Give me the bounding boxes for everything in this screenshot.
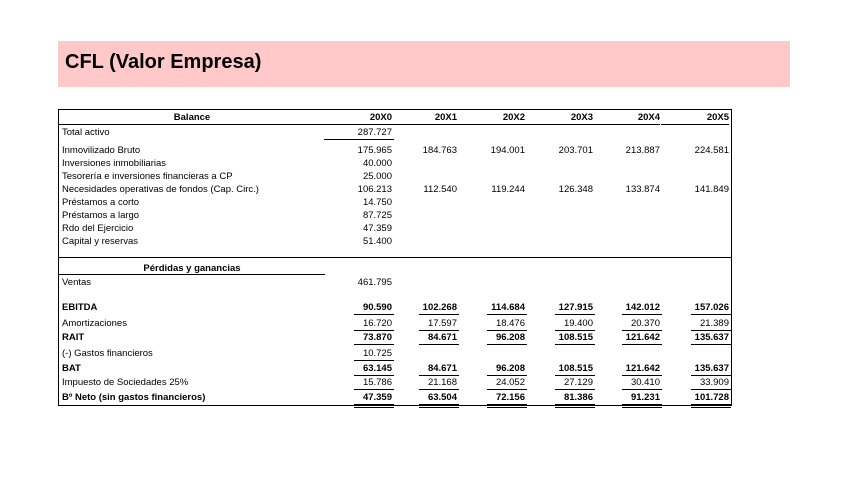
page-title: CFL (Valor Empresa) [65, 51, 262, 73]
balance-row-label: Préstamos a largo [62, 210, 140, 221]
cell-underline [691, 404, 731, 408]
balance-cell: 40.000 [362, 158, 392, 169]
balance-row-label: Capital y reservas [62, 236, 139, 247]
balance-cell: 141.849 [694, 184, 729, 195]
cell-underline [419, 404, 459, 408]
cell-underline [622, 389, 662, 390]
year-header: 20X4 [637, 112, 660, 123]
year-header: 20X5 [706, 112, 729, 123]
year-header: 20X2 [502, 112, 525, 123]
pyg-cell: 21.168 [427, 377, 457, 388]
balance-cell: 119.244 [491, 184, 525, 195]
pyg-cell: 21.389 [699, 318, 729, 329]
cell-underline [622, 344, 662, 345]
cell-underline [622, 375, 662, 376]
pyg-cell: 461.795 [357, 277, 392, 288]
cell-underline [487, 404, 527, 408]
pyg-row-label: Impuesto de Sociedades 25% [62, 377, 189, 388]
balance-row-label: Rdo del Ejercicio [62, 223, 134, 234]
header-underline [661, 124, 729, 125]
balance-cell: 287.727 [357, 127, 392, 138]
cell-underline [354, 344, 394, 345]
pyg-cell: 84.671 [427, 363, 457, 374]
cell-underline [555, 314, 595, 315]
cell-underline [691, 375, 731, 376]
balance-cell: 126.348 [558, 184, 593, 195]
pyg-cell: 47.359 [362, 392, 392, 403]
pyg-row-label: Ventas [62, 277, 92, 288]
cell-underline [691, 389, 731, 390]
cell-underline [354, 314, 394, 315]
cell-underline [622, 330, 662, 331]
balance-cell: 47.359 [362, 223, 392, 234]
balance-row-label: Inversiones inmobiliarias [62, 158, 167, 169]
cell-underline [354, 330, 394, 331]
pyg-cell: 108.515 [558, 363, 593, 374]
balance-cell: 87.725 [362, 210, 392, 221]
pyg-cell: 20.370 [630, 318, 660, 329]
cell-underline [691, 314, 731, 315]
header-underline [525, 124, 593, 125]
cell-underline [487, 314, 527, 315]
pyg-cell: 19.400 [563, 318, 593, 329]
balance-row-label: Préstamos a corto [62, 197, 140, 208]
cell-underline [555, 404, 595, 408]
balance-row-label: Necesidades operativas de fondos (Cap. Circ.) [62, 184, 259, 195]
pyg-row-label: Amortizaciones [62, 318, 127, 329]
balance-cell: 175.965 [357, 145, 392, 156]
pyg-cell: 135.637 [694, 363, 729, 374]
cell-underline [419, 344, 459, 345]
balance-cell: 213.887 [625, 145, 660, 156]
pyg-cell: 17.597 [427, 318, 457, 329]
pyg-row-label: (-) Gastos financieros [62, 348, 153, 359]
cell-underline [354, 404, 394, 408]
cell-underline [622, 314, 662, 315]
balance-cell: 25.000 [362, 171, 392, 182]
balance-cell: 14.750 [362, 197, 392, 208]
cell-underline [555, 375, 595, 376]
balance-row-label: Tesorería e inversiones financieras a CP [62, 171, 233, 182]
section-divider [59, 257, 731, 258]
financial-table [58, 109, 732, 406]
cell-underline [555, 344, 595, 345]
header-underline [389, 124, 457, 125]
pyg-cell: 90.590 [362, 302, 392, 313]
cell-underline [419, 330, 459, 331]
header-underline [457, 124, 525, 125]
pyg-cell: 121.642 [625, 363, 660, 374]
balance-cell: 112.540 [423, 184, 457, 195]
total-underline [324, 139, 394, 140]
header-underline [59, 124, 325, 125]
cell-underline [555, 389, 595, 390]
cell-underline [419, 375, 459, 376]
pyg-cell: 91.231 [630, 392, 660, 403]
year-header: 20X0 [369, 112, 392, 123]
pyg-cell: 142.012 [625, 302, 660, 313]
pyg-row-label: RAIT [62, 332, 85, 343]
cell-underline [354, 389, 394, 390]
pyg-cell: 135.637 [694, 332, 729, 343]
pyg-header: Pérdidas y ganancias [143, 263, 241, 274]
pyg-cell: 114.684 [491, 302, 525, 313]
pyg-cell: 101.728 [694, 392, 729, 403]
balance-header: Balance [173, 112, 211, 123]
cell-underline [691, 330, 731, 331]
cell-underline [555, 330, 595, 331]
cell-underline [354, 375, 394, 376]
pyg-cell: 63.145 [362, 363, 392, 374]
balance-cell: 106.213 [357, 184, 392, 195]
cell-underline [419, 389, 459, 390]
year-header: 20X3 [570, 112, 593, 123]
cell-underline [487, 375, 527, 376]
pyg-cell: 10.725 [362, 348, 392, 359]
pyg-cell: 15.786 [362, 377, 392, 388]
cell-underline [487, 389, 527, 390]
balance-cell: 184.763 [422, 145, 457, 156]
pyg-cell: 33.909 [699, 377, 729, 388]
cell-underline [354, 360, 394, 361]
header-underline [324, 124, 392, 125]
pyg-cell: 73.870 [362, 332, 392, 343]
pyg-cell: 24.052 [495, 377, 525, 388]
balance-row-label: Inmovilizado Bruto [62, 145, 141, 156]
year-header: 20X1 [434, 112, 457, 123]
cell-underline [487, 344, 527, 345]
pyg-cell: 18.476 [495, 318, 525, 329]
pyg-cell: 102.268 [422, 302, 457, 313]
title-banner [58, 41, 790, 87]
pyg-cell: 96.208 [495, 332, 525, 343]
pyg-cell: 27.129 [563, 377, 593, 388]
pyg-cell: 157.026 [694, 302, 729, 313]
cell-underline [487, 330, 527, 331]
pyg-cell: 96.208 [495, 363, 525, 374]
balance-cell: 133.874 [625, 184, 660, 195]
pyg-cell: 81.386 [563, 392, 593, 403]
pyg-cell: 30.410 [630, 377, 660, 388]
cell-underline [691, 344, 731, 345]
header-underline [592, 124, 660, 125]
pyg-cell: 84.671 [427, 332, 457, 343]
cell-underline [419, 314, 459, 315]
balance-cell: 51.400 [362, 236, 392, 247]
pyg-row-label: EBITDA [62, 302, 98, 313]
balance-cell: 194.001 [490, 145, 525, 156]
balance-cell: 224.581 [694, 145, 729, 156]
pyg-cell: 127.915 [558, 302, 593, 313]
pyg-cell: 72.156 [495, 392, 525, 403]
pyg-cell: 108.515 [558, 332, 593, 343]
pyg-header-underline [59, 274, 325, 275]
cell-underline [622, 404, 662, 408]
balance-cell: 203.701 [558, 145, 593, 156]
pyg-cell: 121.642 [625, 332, 660, 343]
pyg-cell: 16.720 [362, 318, 392, 329]
pyg-row-label: BAT [62, 363, 81, 374]
pyg-cell: 63.504 [427, 392, 457, 403]
pyg-row-label: Bº Neto (sin gastos financieros) [62, 392, 206, 403]
balance-row-label: Total activo [62, 127, 110, 138]
